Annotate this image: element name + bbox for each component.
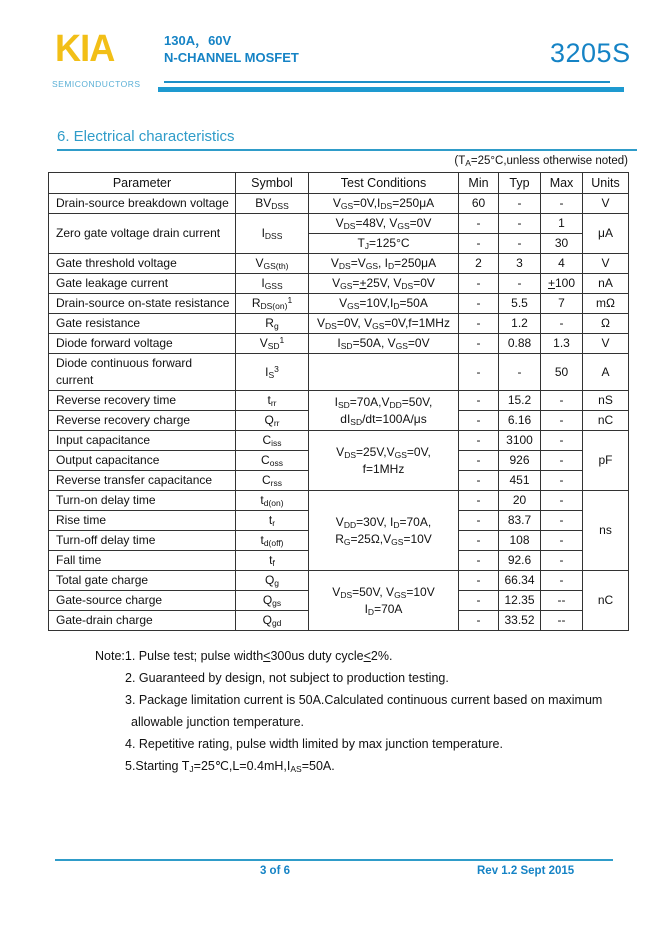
device-type: N-CHANNEL MOSFET	[164, 50, 299, 65]
table-cell: $V_{DS}=0V$, $V_{GS}=0V,f=1MHz$	[309, 314, 459, 334]
table-cell: Reverse recovery charge	[49, 411, 236, 431]
table-cell: Diode continuous forward current	[49, 354, 236, 391]
table-cell: pF	[583, 431, 629, 491]
table-cell: $V_{DS}=50V$, $V_{GS}=10V$ $I_D=70A$	[309, 571, 459, 631]
column-header-test-conditions: Test Conditions	[309, 173, 459, 194]
table-cell: $I_{DSS}$	[236, 214, 309, 254]
table-cell: -	[459, 334, 499, 354]
table-cell: $V_{DS}=25V,V_{GS}=0V$, f=1MHz	[309, 431, 459, 491]
note-line: allowable junction temperature.	[131, 715, 305, 729]
table-cell: -	[499, 354, 541, 391]
table-cell: 0.88	[499, 334, 541, 354]
table-cell: Ω	[583, 314, 629, 334]
table-cell: Gate threshold voltage	[49, 254, 236, 274]
table-cell: 92.6	[499, 551, 541, 571]
kia-logo: KIA	[55, 28, 115, 70]
table-cell: V	[583, 254, 629, 274]
table-cell: 83.7	[499, 511, 541, 531]
table-cell: -	[459, 491, 499, 511]
table-cell: Zero gate voltage drain current	[49, 214, 236, 254]
table-cell: -	[459, 411, 499, 431]
section-title: 6. Electrical characteristics	[57, 128, 637, 151]
table-cell: -	[459, 354, 499, 391]
table-cell: 15.2	[499, 391, 541, 411]
table-cell: nC	[583, 571, 629, 631]
table-cell: 1	[541, 214, 583, 234]
table-cell: -	[541, 551, 583, 571]
table-row	[49, 431, 629, 451]
note-line: 5.Starting $T_J=25℃,L=0.4mH,I_{AS}=50A$.	[125, 759, 335, 774]
table-header-row	[49, 173, 629, 194]
table-cell: 5.5	[499, 294, 541, 314]
table-row	[49, 571, 629, 591]
table-cell: 3	[499, 254, 541, 274]
table-cell: 33.52	[499, 611, 541, 631]
table-cell: -	[541, 411, 583, 431]
column-header-parameter: Parameter	[49, 173, 236, 194]
table-cell: Turn-off delay time	[49, 531, 236, 551]
table-cell: $V_{DS}=48V$, $V_{GS}=0V$	[309, 214, 459, 234]
table-cell: $Q_g$	[236, 571, 309, 591]
table-cell: 926	[499, 451, 541, 471]
table-cell: --	[541, 591, 583, 611]
table-cell: Rise time	[49, 511, 236, 531]
table-cell: $t_{d(off)}$	[236, 531, 309, 551]
table-cell: $I_{SD}=70A,V_{DD}=50V$, $dI_{SD}/dt=100A/\mu s$	[309, 391, 459, 431]
table-cell: ns	[583, 491, 629, 571]
table-row	[49, 391, 629, 411]
table-cell: -	[541, 391, 583, 411]
table-cell: $Q_{rr}$	[236, 411, 309, 431]
note-line: 4. Repetitive rating, pulse width limited by max junction temperature.	[125, 737, 503, 751]
table-cell: 12.35	[499, 591, 541, 611]
table-cell: μA	[583, 214, 629, 254]
table-row	[49, 214, 629, 234]
table-cell: $V_{SD}^1$	[236, 334, 309, 354]
column-header-units: Units	[583, 173, 629, 194]
table-cell: 3100	[499, 431, 541, 451]
table-cell: +100	[541, 274, 583, 294]
table-cell: $I_S^3$	[236, 354, 309, 391]
table-cell: -	[459, 571, 499, 591]
table-cell: 1.2	[499, 314, 541, 334]
table-cell: -	[541, 491, 583, 511]
table-cell: -	[459, 431, 499, 451]
table-cell: Fall time	[49, 551, 236, 571]
table-row	[49, 254, 629, 274]
device-rating: 130A，60V	[164, 33, 232, 48]
table-cell: $Q_{gd}$	[236, 611, 309, 631]
condition-note: ($T_A=25^\circ C,unless$ otherwise noted)	[454, 155, 628, 168]
logo-subtext: SEMICONDUCTORS	[52, 79, 141, 89]
page-number: 3 of 6	[259, 865, 291, 877]
table-cell: -	[459, 294, 499, 314]
table-cell: -	[459, 591, 499, 611]
table-cell: -	[459, 314, 499, 334]
table-cell: Turn-on delay time	[49, 491, 236, 511]
table-cell: -	[541, 451, 583, 471]
table-cell: 60	[459, 194, 499, 214]
column-header-symbol: Symbol	[236, 173, 309, 194]
table-row	[49, 491, 629, 511]
table-cell: $I_{GSS}$	[236, 274, 309, 294]
table-cell: -	[459, 234, 499, 254]
table-cell: $t_f$	[236, 551, 309, 571]
table-row	[49, 334, 629, 354]
table-cell: -	[541, 431, 583, 451]
table-cell: -	[541, 471, 583, 491]
table-cell: -	[541, 531, 583, 551]
table-cell: -	[499, 274, 541, 294]
electrical-characteristics-table	[48, 172, 629, 631]
table-cell: $T_J=125^\circ C$	[309, 234, 459, 254]
table-cell: -	[499, 234, 541, 254]
table-cell	[309, 354, 459, 391]
table-cell: $C_{oss}$	[236, 451, 309, 471]
table-cell: -	[541, 194, 583, 214]
note-line: 2. Guaranteed by design, not subject to production testing.	[125, 671, 449, 685]
table-cell: 451	[499, 471, 541, 491]
table-cell: $t_r$	[236, 511, 309, 531]
table-cell: -	[459, 214, 499, 234]
table-cell: V	[583, 334, 629, 354]
table-cell: 1.3	[541, 334, 583, 354]
table-cell: $BV_{DSS}$	[236, 194, 309, 214]
table-cell: Diode forward voltage	[49, 334, 236, 354]
table-cell: --	[541, 611, 583, 631]
table-cell: 7	[541, 294, 583, 314]
device-subtitle	[164, 32, 299, 66]
table-cell: 20	[499, 491, 541, 511]
table-cell: -	[459, 531, 499, 551]
table-cell: -	[541, 314, 583, 334]
table-cell: -	[541, 511, 583, 531]
table-cell: 66.34	[499, 571, 541, 591]
part-number: 3205S	[550, 38, 631, 68]
column-header-min: Min	[459, 173, 499, 194]
table-cell: Reverse transfer capacitance	[49, 471, 236, 491]
table-cell: $V_{GS}=0V,I_{DS}=250\mu A$	[309, 194, 459, 214]
table-cell: Drain-source on-state resistance	[49, 294, 236, 314]
table-cell: Gate-source charge	[49, 591, 236, 611]
table-row	[49, 314, 629, 334]
table-cell: $C_{rss}$	[236, 471, 309, 491]
table-cell: mΩ	[583, 294, 629, 314]
table-cell: $t_{d(on)}$	[236, 491, 309, 511]
table-cell: 4	[541, 254, 583, 274]
table-row	[49, 294, 629, 314]
table-cell: -	[459, 551, 499, 571]
table-row	[49, 194, 629, 214]
table-cell: -	[459, 511, 499, 531]
table-cell: -	[459, 471, 499, 491]
table-cell: $V_{GS}=+25V$, $V_{DS}=0V$	[309, 274, 459, 294]
table-cell: Reverse recovery time	[49, 391, 236, 411]
table-row	[49, 274, 629, 294]
table-cell: $Q_{gs}$	[236, 591, 309, 611]
table-cell: -	[499, 194, 541, 214]
column-header-max: Max	[541, 173, 583, 194]
table-cell: $V_{GS(th)}$	[236, 254, 309, 274]
table-cell: 2	[459, 254, 499, 274]
footer-rule	[55, 859, 613, 861]
table-cell: -	[459, 611, 499, 631]
table-row	[49, 354, 629, 391]
table-cell: -	[499, 214, 541, 234]
table-cell: $R_{DS(on)}^1$	[236, 294, 309, 314]
table-cell: $R_g$	[236, 314, 309, 334]
table-cell: 30	[541, 234, 583, 254]
table-cell: $V_{DS}=V_{GS}$, $I_D=250\mu A$	[309, 254, 459, 274]
table-cell: Drain-source breakdown voltage	[49, 194, 236, 214]
table-cell: 6.16	[499, 411, 541, 431]
table-cell: nA	[583, 274, 629, 294]
table-cell: $V_{GS}=10V,I_D=50A$	[309, 294, 459, 314]
header-rule-thick	[158, 87, 624, 92]
table-cell: $V_{DD}=30V$, $I_D=70A$, $R_G=25\Omega,V_{GS}=10V$	[309, 491, 459, 571]
column-header-typ: Typ	[499, 173, 541, 194]
table-cell: A	[583, 354, 629, 391]
table-cell: -	[459, 274, 499, 294]
table-cell: Gate resistance	[49, 314, 236, 334]
table-cell: -	[459, 391, 499, 411]
table-cell: Gate-drain charge	[49, 611, 236, 631]
table-cell: -	[541, 571, 583, 591]
revision-label: Rev 1.2 Sept 2015	[477, 865, 575, 877]
table-cell: -	[459, 451, 499, 471]
table-cell: nC	[583, 411, 629, 431]
table-cell: $I_{SD}=50A$, $V_{GS}=0V$	[309, 334, 459, 354]
note-line: Note:1. Pulse test; pulse width<300us duty cycle<2%.	[95, 649, 393, 663]
table-cell: Input capacitance	[49, 431, 236, 451]
header-rule-thin	[164, 81, 610, 83]
table-cell: Gate leakage current	[49, 274, 236, 294]
table-cell: Total gate charge	[49, 571, 236, 591]
table-cell: V	[583, 194, 629, 214]
table-cell: 50	[541, 354, 583, 391]
table-cell: Output capacitance	[49, 451, 236, 471]
table-cell: $C_{iss}$	[236, 431, 309, 451]
table-cell: 108	[499, 531, 541, 551]
notes-list	[95, 645, 602, 777]
note-line: 3. Package limitation current is 50A.Calculated continuous current based on maximum	[125, 693, 603, 707]
table-cell: $t_{rr}$	[236, 391, 309, 411]
table-cell: nS	[583, 391, 629, 411]
